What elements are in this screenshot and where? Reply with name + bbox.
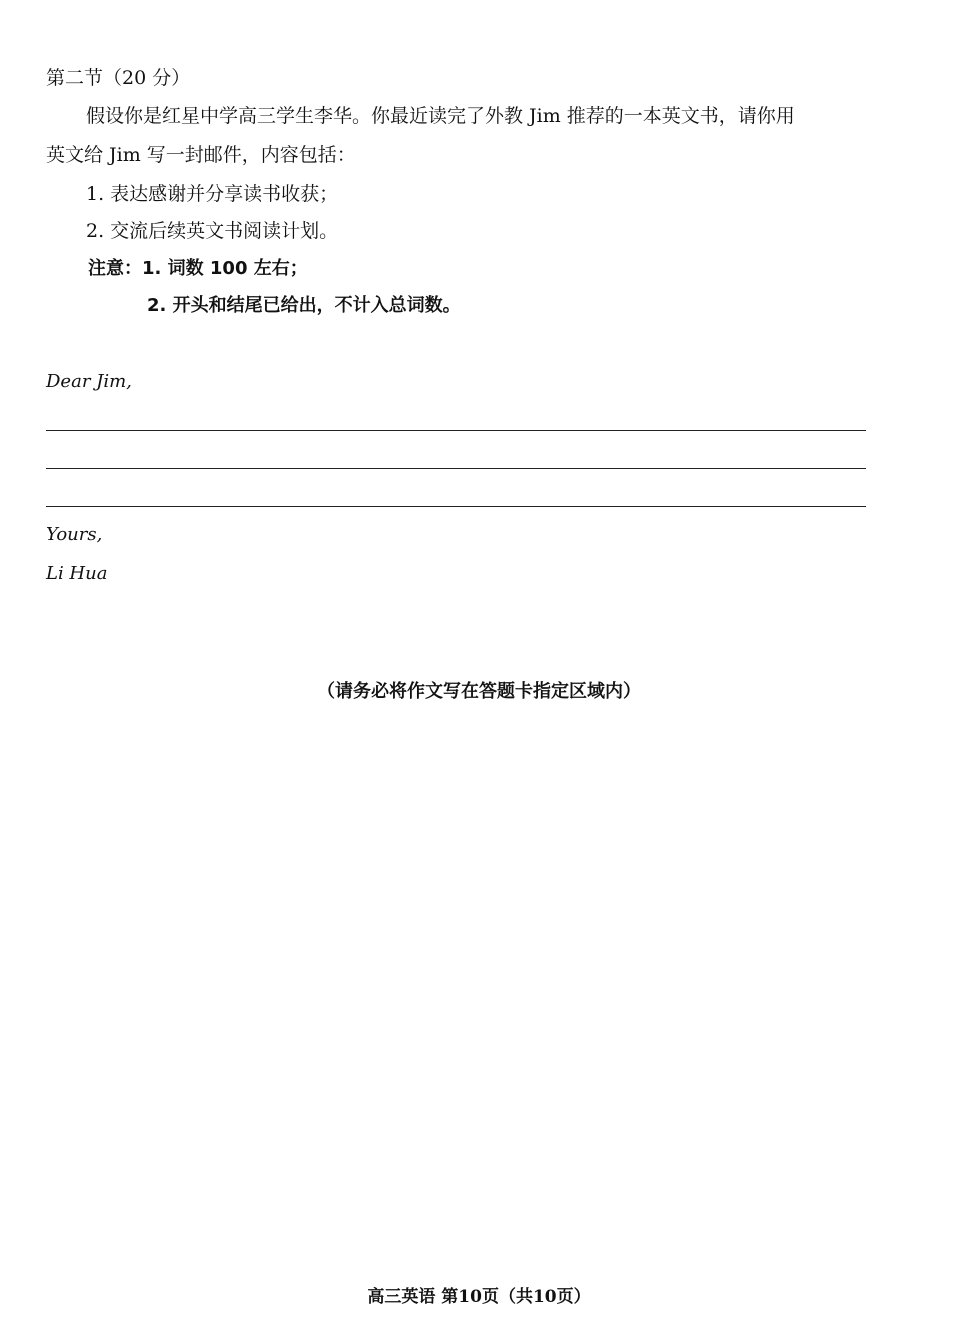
task-item-2: 2. 交流后续英文书阅读计划。 bbox=[86, 220, 339, 242]
letter-greeting: Dear Jim, bbox=[46, 371, 132, 392]
page-footer: 高三英语 第10页（共10页） bbox=[367, 1287, 591, 1307]
letter-closing: Yours, bbox=[46, 524, 103, 545]
prompt-line-1: 假设你是红星中学高三学生李华。你最近读完了外教 Jim 推荐的一本英文书，请你用 bbox=[86, 105, 795, 127]
answer-sheet-instruction: （请务必将作文写在答题卡指定区域内） bbox=[317, 681, 641, 702]
note-line-2: 2. 开头和结尾已给出，不计入总词数。 bbox=[147, 295, 461, 316]
writing-line-2 bbox=[46, 468, 866, 469]
note-line-1: 注意：1. 词数 100 左右； bbox=[88, 258, 308, 279]
section-heading: 第二节（20 分） bbox=[46, 67, 191, 89]
letter-signature: Li Hua bbox=[46, 563, 108, 584]
prompt-line-2: 英文给 Jim 写一封邮件，内容包括： bbox=[46, 144, 356, 166]
task-item-1: 1. 表达感谢并分享读书收获； bbox=[86, 183, 339, 205]
writing-line-1 bbox=[46, 430, 866, 431]
writing-line-3 bbox=[46, 506, 866, 507]
